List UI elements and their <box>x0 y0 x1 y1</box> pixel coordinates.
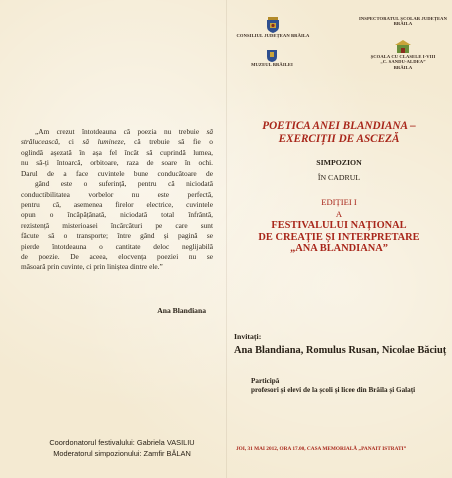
title-line-2: EXERCIȚII DE ASCEZĂ <box>278 132 400 145</box>
quote-author: Ana Blandiana <box>157 306 206 315</box>
a-label: A <box>335 208 343 219</box>
coat-of-arms-icon <box>266 17 280 33</box>
moderator-line: Moderatorul simpozionului: Zamfir BĂLAN <box>53 448 191 458</box>
school-emblem-icon <box>395 40 411 54</box>
quote-line: pierde întotdeauna o cantitate deloc neglijabilă <box>21 241 213 251</box>
quote-line <box>21 137 213 147</box>
fold-line <box>226 0 227 478</box>
quote-line: conductibilitatea vorbelor nu este perfectă, <box>21 189 213 199</box>
quote-text: „Am crezut întotdeauna că poezia nu trebuie <box>35 127 207 136</box>
scoala-label-line1: ȘCOALA CU CLASELE I-VIII <box>370 54 436 59</box>
simpozion-label: SIMPOZION <box>316 158 362 167</box>
quote-line: opun o încăpățânată, niciodată total înfrântă, <box>21 210 213 220</box>
blandiana-quote <box>21 127 213 273</box>
festival-block <box>232 197 446 255</box>
coordinator-line: Coordonatorul festivalului: Gabriela VASILIU <box>49 438 195 447</box>
quote-line: Darul de a face cuvintele bune conducătoare de <box>21 168 213 178</box>
quote-line: pentru că, asemenea firelor electrice, cuvintele <box>21 199 213 209</box>
festival-credits <box>22 438 222 459</box>
quote-line: măsoară prin cuvinte, ci prin liniștea dintre ele.” <box>21 262 163 272</box>
quote-text: , că trebuie să fie o <box>123 137 213 147</box>
consiliul-judetean-logo <box>232 17 314 38</box>
event-date-location: JOI, 31 MAI 2012, ORA 17.00, CASA MEMORIALĂ „PANAIT ISTRATI” <box>236 446 407 452</box>
inspectorat-label-line1: INSPECTORATUL ȘCOLAR JUDEȚEAN <box>359 16 447 21</box>
title-line-1: POETICA ANEI BLANDIANA – <box>262 120 416 132</box>
inspectorat-label-line2: BRĂILA <box>393 21 413 27</box>
quote-line: de poezie. De aceea, elocvența poeziei nu se <box>21 252 213 262</box>
participa-text: profesori și elevi de la școli și licee din Brăila și Galați <box>251 386 416 394</box>
scoala-label-line2: „C. SANDU-ALDEA” <box>380 59 426 65</box>
quote-line <box>21 127 213 137</box>
festival-line-2: DE CREAȚIE ȘI INTERPRETARE <box>258 231 420 243</box>
quote-line: nu să-ți întoarcă, orbitoare, raza de soare în ochi. <box>21 158 213 168</box>
scoala-logo <box>356 40 450 70</box>
quote-text: , ci <box>58 137 83 147</box>
editia-label: EDIȚIEI I <box>321 197 357 207</box>
muzeul-brailei-label: MUZEUL BRĂILEI <box>251 62 293 67</box>
inspectorat-logo <box>356 16 450 27</box>
invited-label: Invitați: <box>234 332 262 341</box>
festival-line-3: „ANA BLANDIANA” <box>290 243 388 255</box>
symposium-title <box>232 120 446 145</box>
quote-emphasis: să <box>206 127 213 136</box>
in-cadrul-label: ÎN CADRUL <box>317 173 361 182</box>
muzeul-brailei-logo <box>240 50 304 67</box>
consiliul-judetean-label: CONSILIUL JUDEȚEAN BRĂILA <box>236 33 310 38</box>
invited-names: Ana Blandiana, Romulus Rusan, Nicolae Băciuț <box>234 345 447 356</box>
quote-line: oglindă așezată în așa fel încât să cuprindă lumea, <box>21 147 213 157</box>
quote-line: gând este o suferință, pentru că niciodată <box>35 179 213 189</box>
quote-line: rezistență misterioasei încărcături pe care sunt <box>21 220 213 230</box>
quote-emphasis: strălucească <box>21 137 59 147</box>
quote-line: făcute să o transporte; între gând și pagină se <box>21 231 213 241</box>
scoala-label-line3: BRĂILA <box>393 64 413 70</box>
festival-line-1: FESTIVALULUI NAȚIONAL <box>271 220 407 232</box>
museum-crest-icon <box>267 50 277 62</box>
participa-label: Participă <box>251 377 280 385</box>
quote-emphasis: să lumineze <box>82 137 124 147</box>
